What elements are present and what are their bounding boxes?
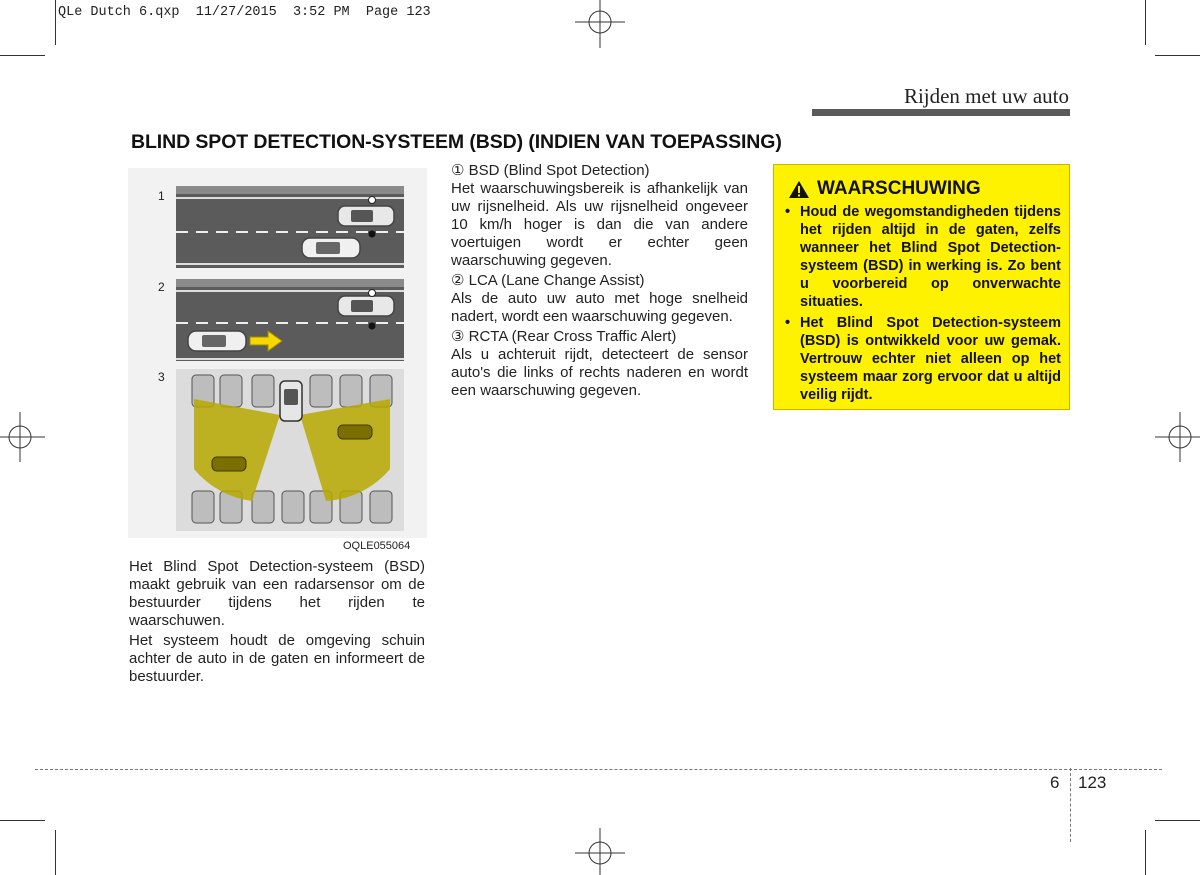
warning-title: WAARSCHUWING (817, 178, 981, 199)
feature-descriptions (451, 162, 748, 400)
car-icon (338, 425, 372, 439)
warning-box (773, 164, 1070, 410)
page-number-divider (1070, 768, 1071, 842)
rcta-title: ③ RCTA (Rear Cross Traffic Alert) (451, 328, 677, 345)
bsd-illustration (128, 168, 427, 538)
figure-code: OQLE055064 (343, 540, 411, 552)
arrow-right-icon (250, 331, 282, 351)
page-number: 123 (1078, 773, 1107, 792)
car-icon (338, 296, 394, 316)
warning-heading (788, 178, 981, 200)
car-icon (302, 238, 360, 258)
bsd-description: Het waarschuwingsbereik is afhankelijk van uw rijsnelheid. Als uw rijsnelheid ongeveer 10 km/h hoger is dan die van andere voertuigen wordt er echter geen waarschuwing gegeven. (451, 180, 748, 269)
warning-list (784, 203, 1061, 404)
warning-item: • Het Blind Spot Detection-systeem (BSD) is ontwikkeld voor uw gemak. Vertrouw echter niet alleen op het systeem maar zorg ervoor dat u altijd veilig rijdt. (784, 314, 1061, 404)
road-scene-lca (176, 279, 404, 361)
page-heading: BLIND SPOT DETECTION-SYSTEEM (BSD) (INDIEN VAN TOEPASSING) (131, 131, 782, 153)
car-icon (212, 457, 246, 471)
parking-scene-rcta (176, 369, 404, 531)
figure-label-3: 3 (158, 370, 165, 384)
footer-rule (35, 769, 1162, 770)
car-icon (280, 381, 302, 421)
section-title: Rijden met uw auto (903, 84, 1069, 108)
intro-text (129, 558, 425, 686)
registration-mark-icon (575, 0, 625, 48)
lca-description: Als de auto uw auto met hoge snelheid nadert, wordt een waarschuwing gegeven. (451, 290, 748, 325)
car-icon (188, 331, 246, 351)
car-icon (338, 206, 394, 226)
warning-triangle-icon (788, 180, 810, 199)
intro-paragraph-2: Het systeem houdt de omgeving schuin achter de auto in de gaten en informeert de bestuurder. (129, 632, 425, 685)
chapter-number: 6 (1050, 773, 1060, 792)
lca-title: ② LCA (Lane Change Assist) (451, 272, 645, 289)
figure-label-2: 2 (158, 280, 165, 294)
intro-paragraph-1: Het Blind Spot Detection-systeem (BSD) maakt gebruik van een radarsensor om de bestuurder tijdens het rijden te waarschuwen. (129, 558, 425, 629)
print-slug: QLe Dutch 6.qxp 11/27/2015 3:52 PM Page 123 (58, 5, 431, 20)
road-scene-bsd (176, 186, 404, 268)
registration-mark-icon (575, 828, 625, 875)
warning-item: • Houd de wegomstandigheden tijdens het rijden altijd in de gaten, zelfs wanneer het Blind Spot Detection-systeem (BSD) in werking is. Zo bent u voorbereid op onverwachte situaties. (784, 203, 1061, 311)
registration-mark-icon (1155, 412, 1200, 462)
bsd-title: ① BSD (Blind Spot Detection) (451, 162, 650, 179)
rcta-description: Als u achteruit rijdt, detecteert de sensor auto's die links of rechts naderen en wordt een waarschuwing gegeven. (451, 346, 748, 399)
registration-mark-icon (0, 412, 45, 462)
header-rule (812, 109, 1070, 116)
figure-label-1: 1 (158, 189, 165, 203)
